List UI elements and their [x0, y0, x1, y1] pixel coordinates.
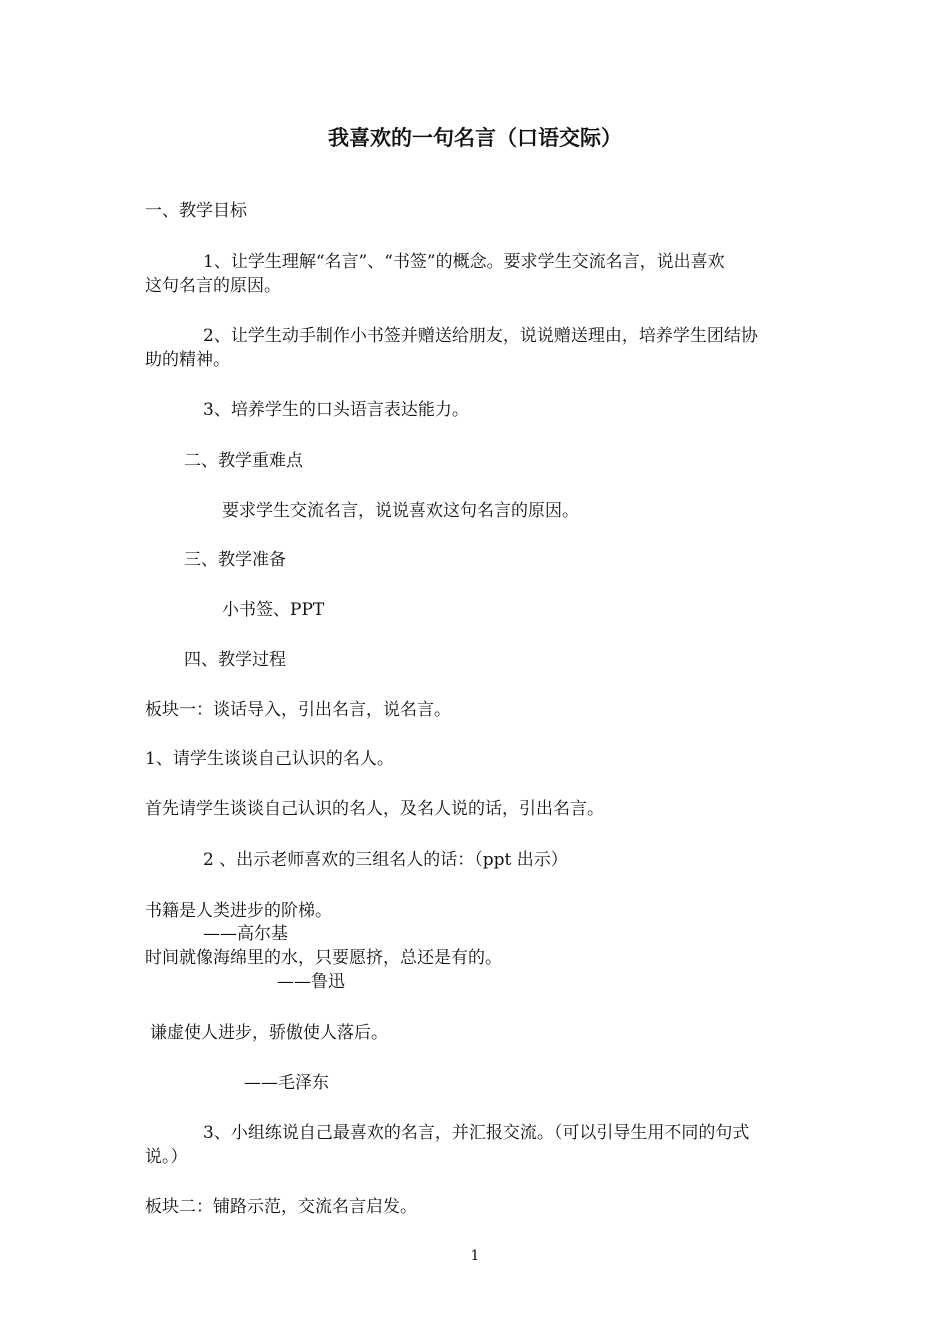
block-2-heading: 板块二：铺路示范，交流名言启发。	[145, 1197, 417, 1217]
quote-1-author: ——高尔基	[203, 924, 288, 944]
objective-1-line-1: 1、让学生理解“名言”、“书签”的概念。要求学生交流名言，说出喜欢	[203, 252, 725, 272]
step-3-line-1: 3、小组练说自己最喜欢的名言，并汇报交流。（可以引导生用不同的句式	[203, 1123, 750, 1143]
quote-2: 时间就像海绵里的水，只要愿挤，总还是有的。	[145, 948, 502, 968]
key-points-text: 要求学生交流名言，说说喜欢这句名言的原因。	[222, 501, 579, 521]
page-number: 1	[470, 1248, 480, 1264]
step-1-text: 首先请学生谈谈自己认识的名人，及名人说的话，引出名言。	[145, 799, 604, 819]
step-1: 1、请学生谈谈自己认识的名人。	[145, 749, 394, 769]
quote-2-author: ——鲁迅	[277, 972, 345, 992]
objective-3: 3、培养学生的口头语言表达能力。	[203, 400, 469, 420]
objective-2-line-2: 助的精神。	[145, 350, 230, 370]
document-title: 我喜欢的一句名言（口语交际）	[328, 126, 622, 150]
step-3-line-2: 说。）	[145, 1147, 188, 1167]
objective-2-line-1: 2、让学生动手制作小书签并赠送给朋友，说说赠送理由，培养学生团结协	[203, 326, 758, 346]
section-heading-process: 四、教学过程	[184, 650, 286, 670]
quote-3: 谦虚使人进步，骄傲使人落后。	[150, 1023, 388, 1043]
step-2: 2 、出示老师喜欢的三组名人的话：（ppt 出示）	[203, 850, 568, 870]
quote-3-author: ——毛泽东	[244, 1073, 329, 1093]
objective-1-line-2: 这句名言的原因。	[145, 276, 281, 296]
section-heading-key-points: 二、教学重难点	[184, 451, 303, 471]
preparation-text: 小书签、PPT	[222, 600, 325, 620]
block-1-heading: 板块一：谈话导入，引出名言，说名言。	[145, 700, 451, 720]
section-heading-objectives: 一、教学目标	[145, 201, 247, 221]
quote-1: 书籍是人类进步的阶梯。	[145, 901, 332, 921]
section-heading-preparation: 三、教学准备	[184, 550, 286, 570]
